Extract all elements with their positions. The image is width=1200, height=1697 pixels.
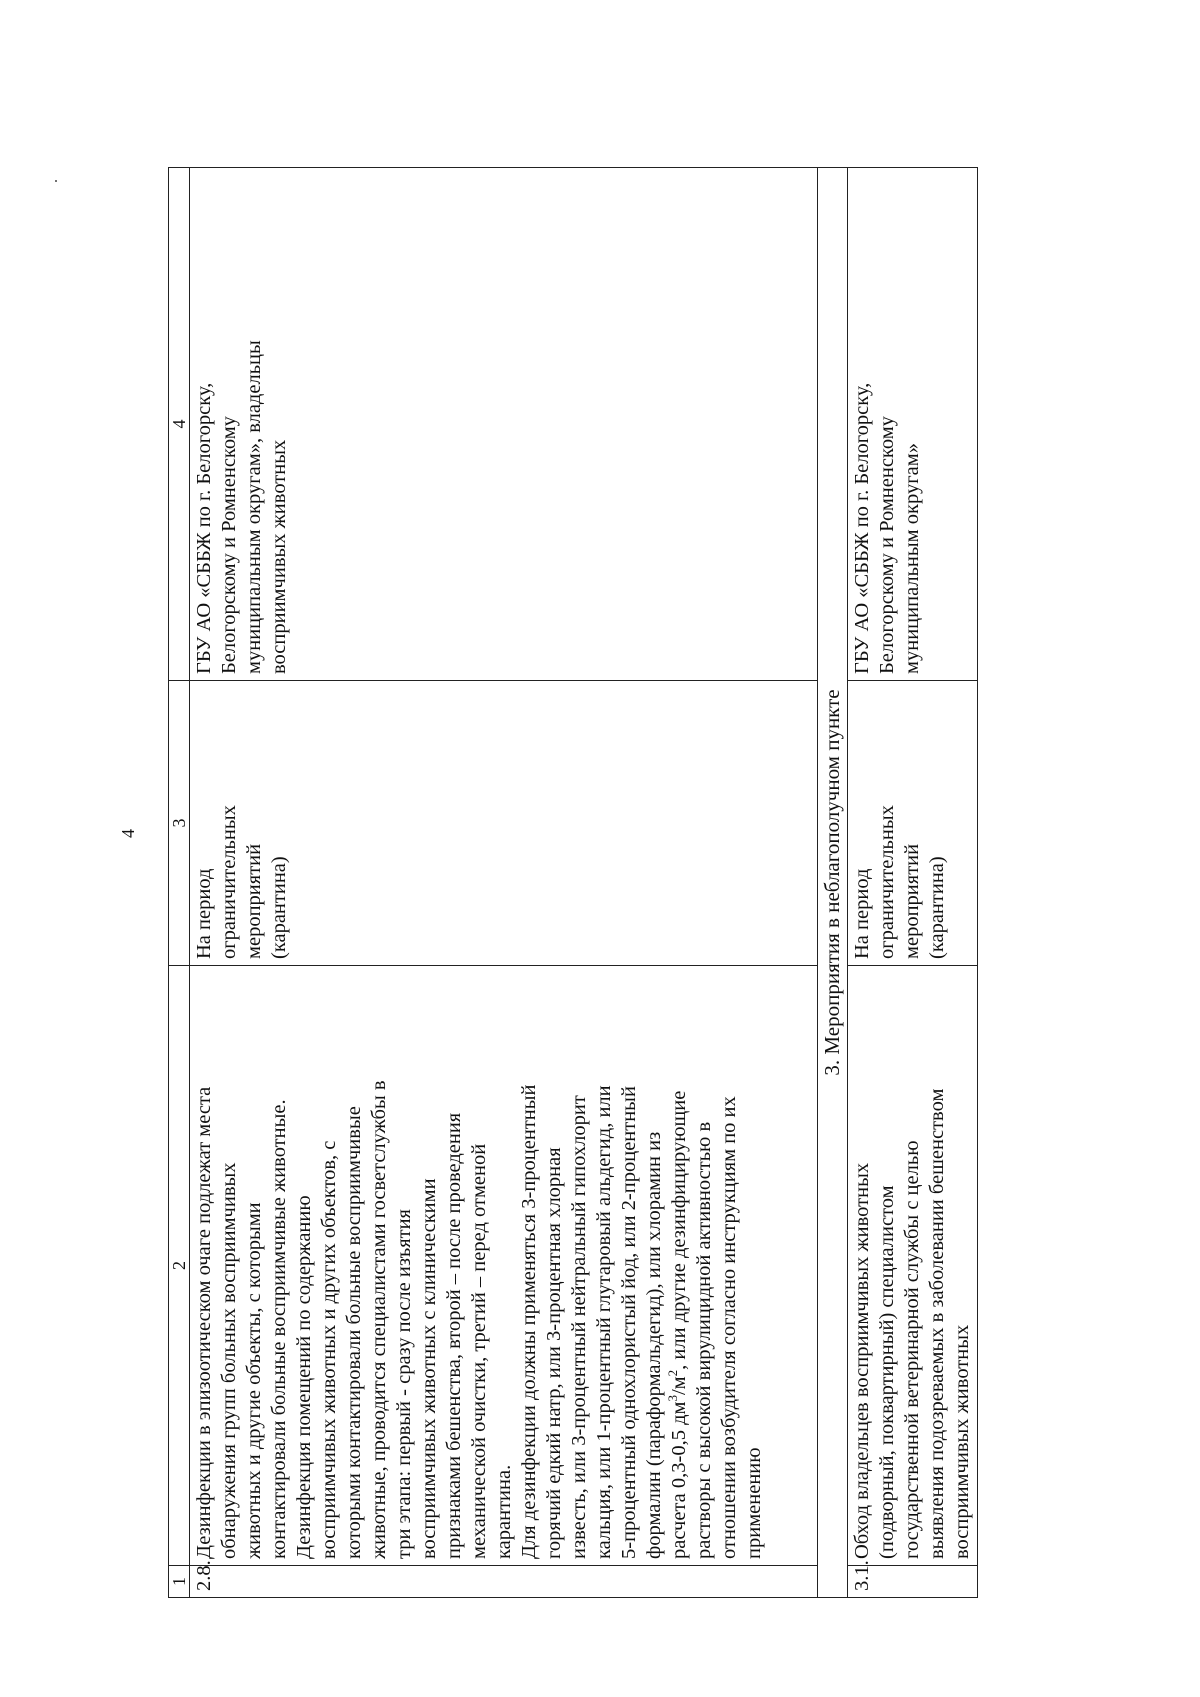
dose-sup-1: 3 <box>665 1395 681 1402</box>
section-title: 3. Мероприятия в неблагополучном пункте <box>818 168 848 1598</box>
text-line: выявления подозреваемых в заболевании бешенством <box>926 1088 948 1559</box>
rotated-table-container <box>168 168 1128 1598</box>
text-line: восприимчивых животных и других объектов, с <box>318 1140 340 1559</box>
text-line: горячий едкий натр, или 3-процентная хлорная <box>543 1147 565 1559</box>
header-col-2: 2 <box>169 966 190 1566</box>
text-line: растворы с высокой вирулицидной активностью в <box>693 1121 715 1559</box>
text-line: Для дезинфекции должны применяться 3-процентный <box>518 1084 540 1559</box>
text-line: обнаружения групп больных восприимчивых <box>218 1162 240 1559</box>
period-cell <box>190 681 818 966</box>
page-number: 4 <box>118 829 138 838</box>
text-line: Дезинфекция помещений по содержанию <box>293 1195 315 1559</box>
text-line: (подворный, поквартирный) специалистом <box>876 1185 898 1559</box>
text-line: три этапа: первый - сразу после изъятия <box>393 1209 415 1559</box>
text-line: На период <box>193 868 215 959</box>
text-line: (карантина) <box>926 856 948 959</box>
text-line: 5-процентный однохлористый йод, или 2-процентный <box>618 1086 640 1559</box>
text-line: мероприятий <box>243 843 265 959</box>
measure-cell <box>848 966 978 1566</box>
text-line: известь, или 3-процентный нейтральный гипохлорит <box>568 1095 590 1559</box>
table-header-row <box>169 168 190 1598</box>
row-number: 3.1. <box>848 1566 978 1598</box>
text-line: механической очистки, третий – перед отменой <box>468 1143 490 1559</box>
text-line: кальция, или 1-процентный глутаровый альдегид, или <box>593 1085 615 1559</box>
header-col-1: 1 <box>169 1566 190 1598</box>
text-line: применению <box>743 1447 765 1559</box>
scan-speck <box>55 180 57 182</box>
text-line: ГБУ АО «СББЖ по г. Белогорску, <box>193 382 215 674</box>
text-line: ограничительных <box>876 805 898 959</box>
dose-line <box>667 972 692 1559</box>
text-line: карантина. <box>493 1464 515 1559</box>
text-line: (карантина) <box>268 856 290 959</box>
dose-sup-2: 2 <box>665 1369 681 1377</box>
text-line: восприимчивых животных <box>951 1324 973 1559</box>
dose-mid: /м <box>668 1376 690 1396</box>
row-number: 2.8. <box>190 1566 818 1598</box>
text-line: которыми контактировали больные восприимчивые <box>343 1106 365 1559</box>
text-line: животные, проводится специалистами госветслужбы в <box>368 1080 390 1559</box>
text-line: государственной ветеринарной службы с целью <box>901 1140 923 1559</box>
responsible-cell <box>190 168 818 681</box>
text-line: мероприятий <box>901 843 923 959</box>
table-row-2-8 <box>190 168 818 1598</box>
text-line: животных и другие объекты, с которыми <box>243 1202 265 1559</box>
measures-table <box>168 167 978 1598</box>
text-line: Белогорскому и Ромненскому <box>218 416 240 674</box>
text-line: Обход владельцев восприимчивых животных <box>851 1162 873 1559</box>
measure-cell <box>190 966 818 1566</box>
text-line: формалин (параформальдегид), или хлорамин из <box>643 1131 665 1559</box>
text-line: ГБУ АО «СББЖ по г. Белогорску, <box>851 382 873 674</box>
table-row-3-1 <box>848 168 978 1598</box>
period-cell <box>848 681 978 966</box>
text-line: муниципальным округам» <box>901 443 923 674</box>
dose-prefix: расчета 0,3-0,5 дм <box>668 1401 690 1559</box>
text-line: Дезинфекции в эпизоотическом очаге подлежат места <box>193 1086 215 1559</box>
text-line: Белогорскому и Ромненскому <box>876 416 898 674</box>
header-col-4: 4 <box>169 168 190 681</box>
text-line: восприимчивых животных с клиническими <box>418 1178 440 1559</box>
text-line: восприимчивых животных <box>268 439 290 674</box>
header-col-3: 3 <box>169 681 190 966</box>
text-line: отношении возбудителя согласно инструкциям по их <box>718 1096 740 1559</box>
responsible-cell <box>848 168 978 681</box>
text-line: муниципальным округам», владельцы <box>243 340 265 674</box>
text-line: признаками бешенства, второй – после проведения <box>443 1112 465 1559</box>
dose-suffix: , или другие дезинфицирующие <box>668 1090 690 1370</box>
text-line: ограничительных <box>218 805 240 959</box>
section-3-row <box>818 168 848 1598</box>
text-line: контактировали больные восприимчивые животные. <box>268 1099 290 1559</box>
text-line: На период <box>851 868 873 959</box>
